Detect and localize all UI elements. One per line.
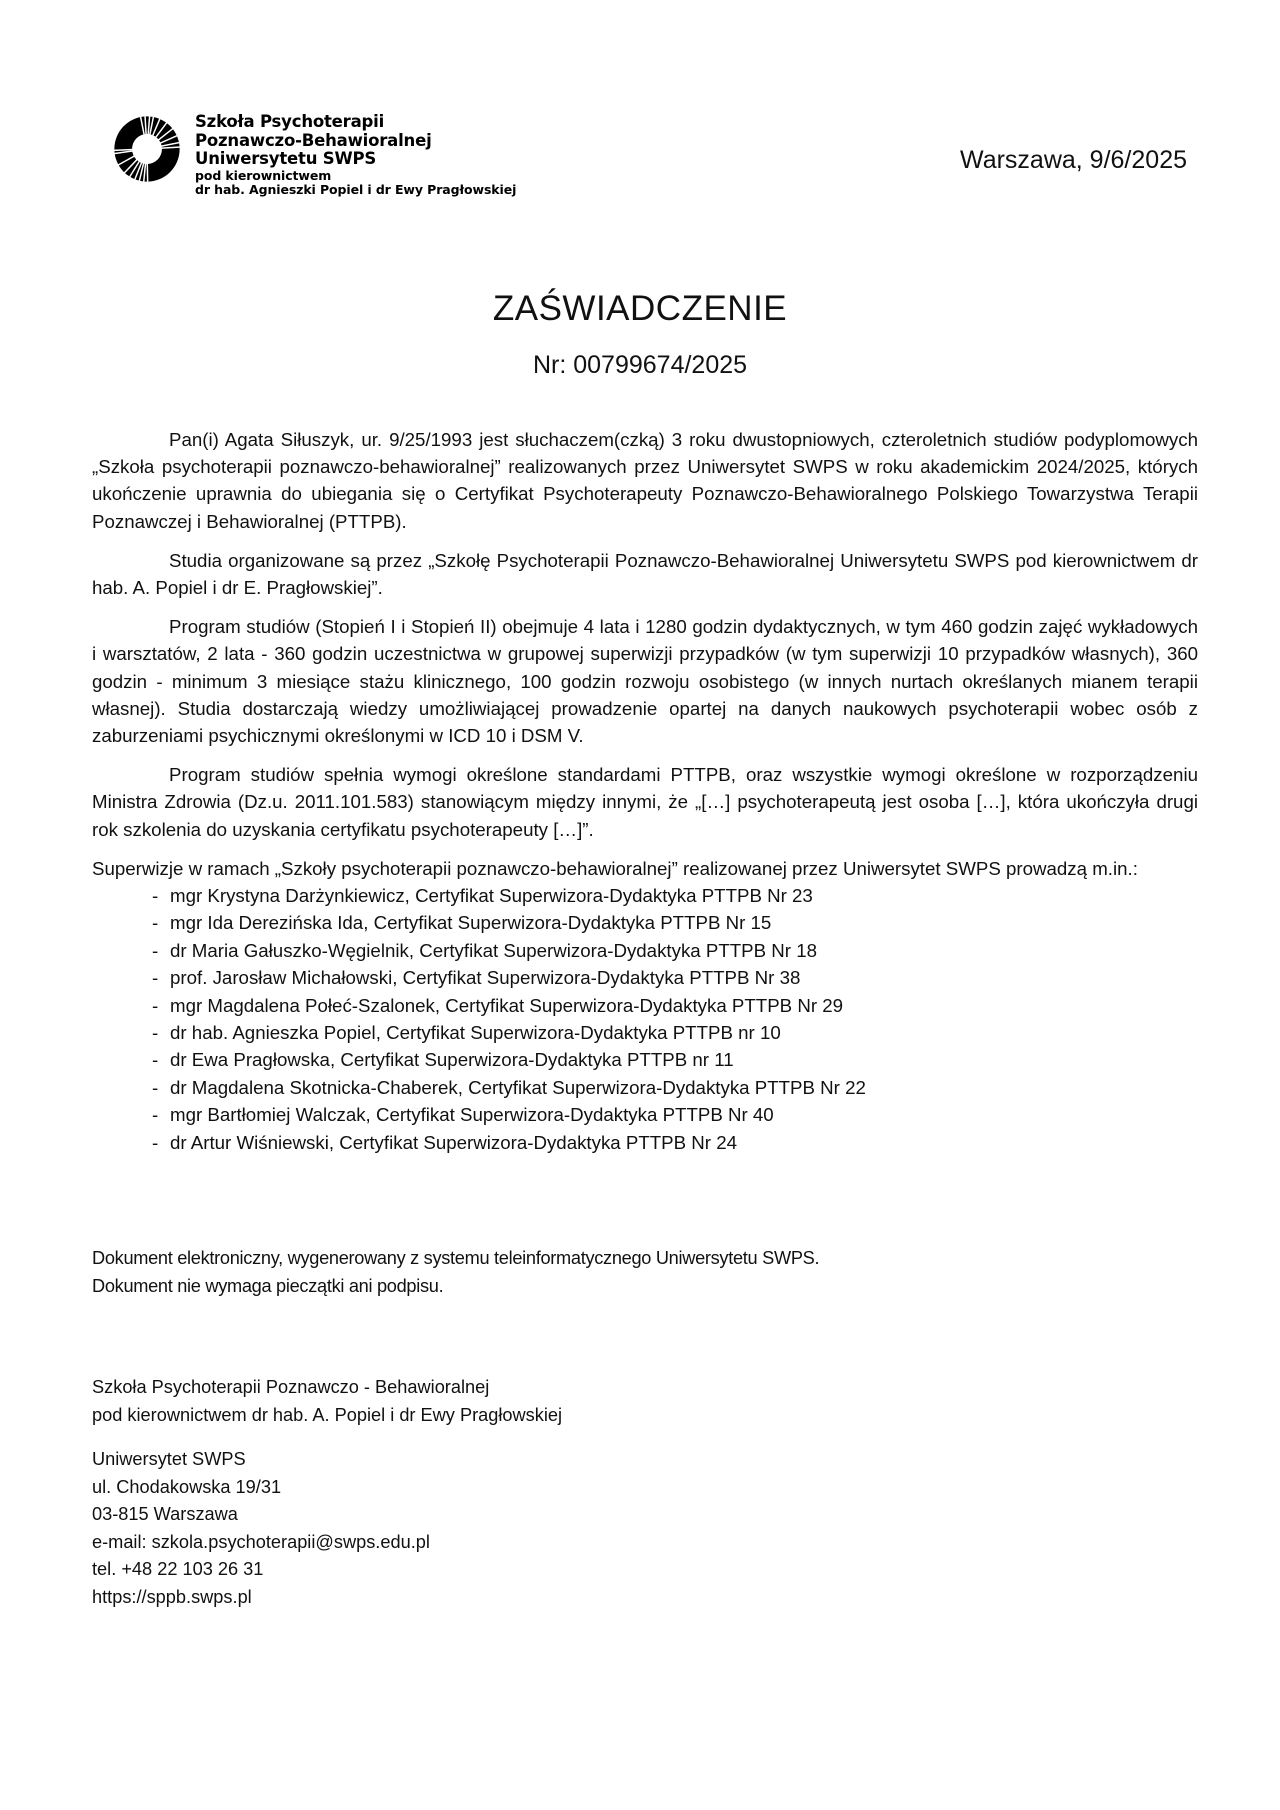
logo-title-line-1: Szkoła Psychoterapii <box>195 112 385 131</box>
school-logo-text <box>195 113 516 197</box>
paragraph-student-status: Pan(i) Agata Siłuszyk, ur. 9/25/1993 jest słuchaczem(czką) 3 roku dwustopniowych, czteroletnich studiów podyplomowych „Szkoła psychoterapii poznawczo-behawioralnej” realizowanych przez Uniwersytet SWPS w roku akademickim 2024/2025, których ukończenie uprawnia do ubiegania się o Certyfikat Psychoterapeuty Poznawczo-Behawioralnego Polskiego Towarzystwa Terapii Poznawczej i Behawioralnej (PTTPB). <box>92 429 1198 532</box>
paragraph-requirements: Program studiów spełnia wymogi określone standardami PTTPB, oraz wszystkie wymogi określone w rozporządzeniu Ministra Zdrowia (Dz.u. 2011.101.583) stanowiącym między innymi, że „[…] psychoterapeutą jest osoba […], która ukończyła drugi rok szkolenia do uzyskania certyfikatu psychoterapeuty […]”. <box>92 764 1198 840</box>
supervisor-entry: dr Ewa Pragłowska, Certyfikat Superwizora-Dydaktyka PTTPB nr 11 <box>170 1049 734 1071</box>
document-number: Nr: 00799674/2025 <box>532 351 748 379</box>
footer-school-line-2: pod kierownictwem dr hab. A. Popiel i dr Ewy Pragłowskiej <box>92 1405 563 1425</box>
list-item <box>152 1019 1198 1046</box>
footer-city: 03-815 Warszawa <box>92 1504 238 1524</box>
supervisor-entry: prof. Jarosław Michałowski, Certyfikat Superwizora-Dydaktyka PTTPB Nr 38 <box>170 967 801 989</box>
electronic-document-notice <box>92 1244 819 1300</box>
footer-institution: Uniwersytet SWPS <box>92 1449 246 1469</box>
bullet-dash: - <box>152 967 159 989</box>
bullet-dash: - <box>152 1131 159 1153</box>
logo-subtitle-line-1: pod kierownictwem <box>195 167 332 183</box>
bullet-dash: - <box>152 1104 159 1126</box>
list-item <box>152 1046 1198 1073</box>
supervisor-entry: mgr Bartłomiej Walczak, Certyfikat Superwizora-Dydaktyka PTTPB Nr 40 <box>170 1104 774 1126</box>
supervisors-list <box>92 882 1198 1156</box>
logo-subtitle-line-2: dr hab. Agnieszki Popiel i dr Ewy Pragłowskiej <box>195 181 517 197</box>
footer-street: ul. Chodakowska 19/31 <box>92 1476 282 1497</box>
list-item <box>152 882 1198 909</box>
supervisor-entry: mgr Magdalena Połeć-Szalonek, Certyfikat Superwizora-Dydaktyka PTTPB Nr 29 <box>170 994 844 1016</box>
school-logo <box>113 113 516 197</box>
bullet-dash: - <box>152 912 159 934</box>
logo-title-line-2: Poznawczo-Behawioralnej <box>195 130 432 150</box>
bullet-dash: - <box>152 1049 159 1071</box>
document-body <box>92 426 1198 1156</box>
footer-phone: tel. +48 22 103 26 31 <box>92 1559 264 1579</box>
supervisor-entry: dr Artur Wiśniewski, Certyfikat Superwizora-Dydaktyka PTTPB Nr 24 <box>170 1131 738 1153</box>
list-item <box>152 1101 1198 1128</box>
list-item <box>152 992 1198 1019</box>
supervisor-entry: mgr Krystyna Darżynkiewicz, Certyfikat Superwizora-Dydaktyka PTTPB Nr 23 <box>170 885 813 907</box>
supervisor-entry: dr Magdalena Skotnicka-Chaberek, Certyfikat Superwizora-Dydaktyka PTTPB Nr 22 <box>170 1076 866 1098</box>
footer-school-line-1: Szkoła Psychoterapii Poznawczo - Behawioralnej <box>92 1377 490 1397</box>
supervisor-entry: dr hab. Agnieszka Popiel, Certyfikat Superwizora-Dydaktyka PTTPB nr 10 <box>170 1022 781 1044</box>
footer-address <box>92 1446 430 1611</box>
list-item <box>152 937 1198 964</box>
bullet-dash: - <box>152 885 159 907</box>
paragraph-organizer: Studia organizowane są przez „Szkołę Psychoterapii Poznawczo-Behawioralnej Uniwersytetu SWPS pod kierownictwem dr hab. A. Popiel i dr E. Pragłowskiej”. <box>92 549 1198 599</box>
bullet-dash: - <box>152 1022 159 1044</box>
place-and-date: Warszawa, 9/6/2025 <box>960 146 1187 174</box>
footer-website: https://sppb.swps.pl <box>92 1586 252 1607</box>
swps-sunburst-ring-icon <box>113 115 181 183</box>
list-item <box>152 909 1198 936</box>
electronic-notice-line-2: Dokument nie wymaga pieczątki ani podpisu. <box>92 1276 444 1296</box>
document-title: ZAŚWIADCZENIE <box>492 289 788 328</box>
bullet-dash: - <box>152 939 159 961</box>
bullet-dash: - <box>152 1076 159 1098</box>
supervisor-entry: dr Maria Gałuszko-Węgielnik, Certyfikat Superwizora-Dydaktyka PTTPB Nr 18 <box>170 939 817 961</box>
logo-title-line-3: Uniwersytetu SWPS <box>195 149 377 168</box>
bullet-dash: - <box>152 994 159 1016</box>
supervisors-intro: Superwizje w ramach „Szkoły psychoterapii poznawczo-behawioralnej” realizowanej przez Uniwersytet SWPS prowadzą m.in.: <box>92 857 1138 879</box>
supervisor-entry: mgr Ida Derezińska Ida, Certyfikat Superwizora-Dydaktyka PTTPB Nr 15 <box>170 912 772 934</box>
footer-email: e-mail: szkola.psychoterapii@swps.edu.pl <box>92 1531 430 1552</box>
list-item <box>152 964 1198 991</box>
paragraph-program: Program studiów (Stopień I i Stopień II) obejmuje 4 lata i 1280 godzin dydaktycznych, w tym 460 godzin zajęć wykładowych i warsztatów, 2 lata - 360 godzin uczestnictwa w grupowej superwizji przypadków (w tym superwizji 10 przypadków własnych), 360 godzin - minimum 3 miesiące stażu klinicznego, 100 godzin rozwoju osobistego (w innych nurtach określanych mianem terapii własnej). Studia dostarczają wiedzy umożliwiającej prowadzenie opartej na danych naukowych psychoterapii wobec osób z zaburzeniami psychicznymi określonymi w ICD 10 i DSM V. <box>92 616 1198 747</box>
electronic-notice-line-1: Dokument elektroniczny, wygenerowany z systemu teleinformatycznego Uniwersytetu SWPS. <box>92 1248 820 1268</box>
list-item <box>152 1129 1198 1156</box>
list-item <box>152 1074 1198 1101</box>
footer-school-name <box>92 1373 562 1429</box>
